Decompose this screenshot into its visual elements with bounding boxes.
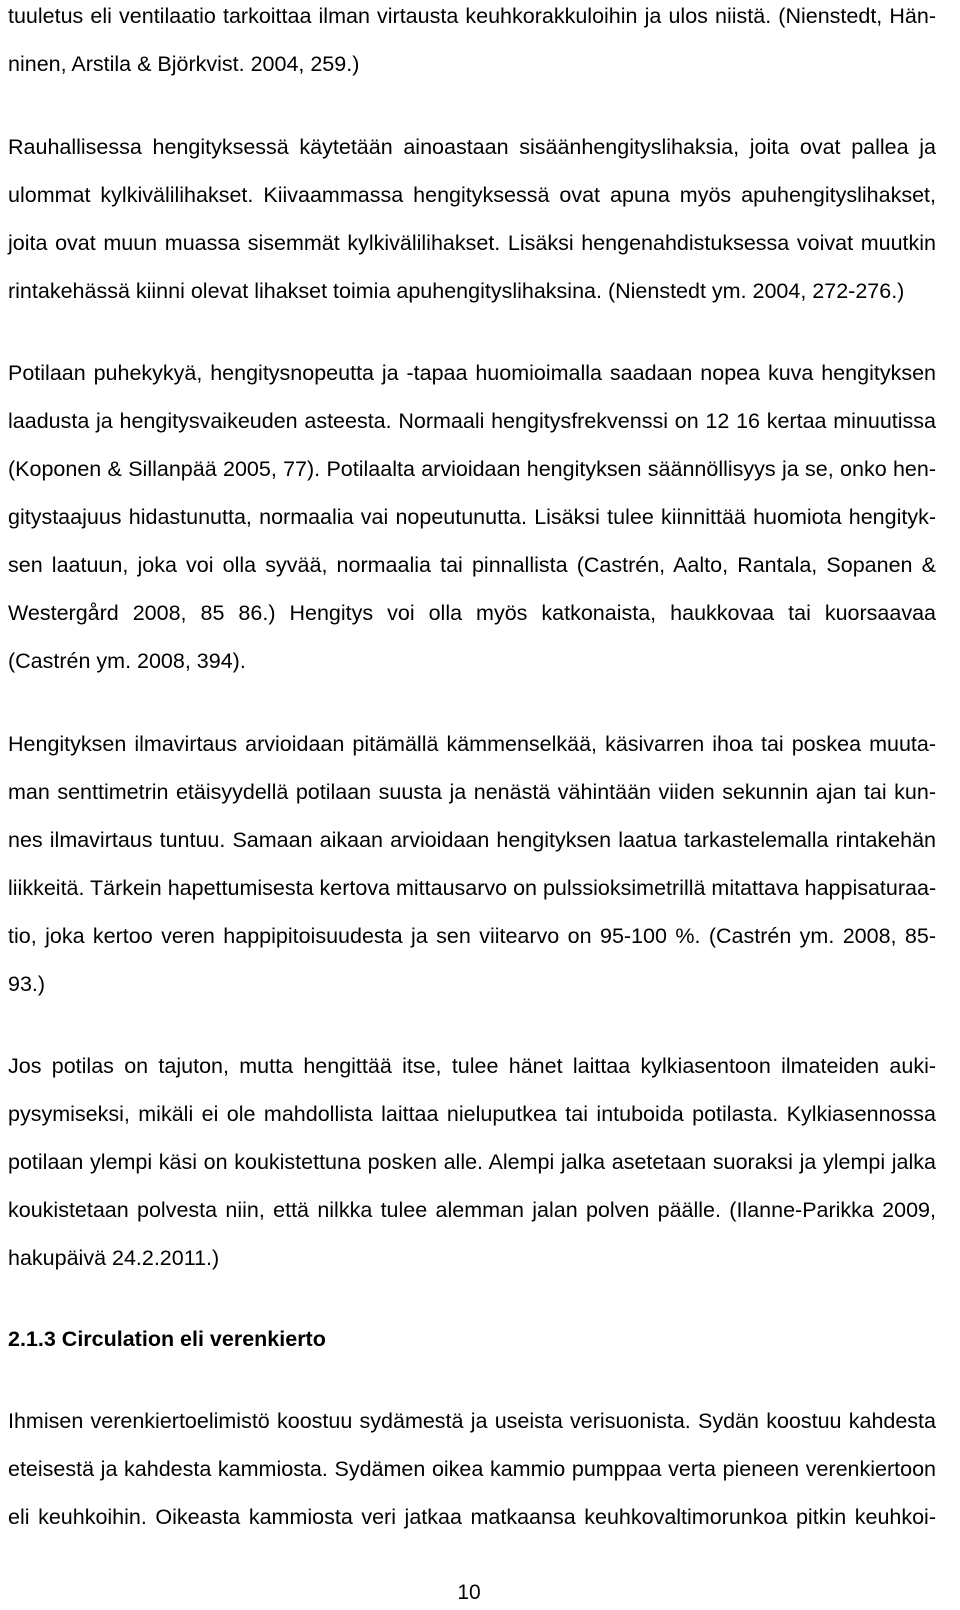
text-line: ninen, Arstila & Björkvist. 2004, 259.) xyxy=(8,52,360,76)
text-line: Hengityksen ilmavirtaus arvioidaan pitämällä kämmenselkää, käsivarren ihoa tai poskea muuta- xyxy=(8,732,936,756)
text-line: Ihmisen verenkiertoelimistö koostuu sydämestä ja useista verisuonista. Sydän koostuu kahdesta xyxy=(8,1409,936,1433)
text-line: Westergård 2008, 85 86.) Hengitys voi olla myös katkonaista, haukkovaa tai kuorsaavaa xyxy=(8,601,936,625)
text-line: nes ilmavirtaus tuntuu. Samaan aikaan arvioidaan hengityksen laatua tarkastelemalla rintakehän xyxy=(8,828,936,852)
text-line: rintakehässä kiinni olevat lihakset toimia apuhengityslihaksina. (Nienstedt ym. 2004, 272-276.) xyxy=(8,279,905,303)
text-line: liikkeitä. Tärkein hapettumisesta kertova mittausarvo on pulssioksimetrillä mitattava happisaturaa- xyxy=(8,876,937,900)
text-line: potilaan ylempi käsi on koukistettuna posken alle. Alempi jalka asetetaan suoraksi ja ylempi jalka xyxy=(8,1150,936,1174)
text-line: eteisestä ja kahdesta kammiosta. Sydämen oikea kammio pumppaa verta pieneen verenkiertoon xyxy=(8,1457,936,1481)
text-line: tuuletus eli ventilaatio tarkoittaa ilman virtausta keuhkorakkuloihin ja ulos niistä. (Nienstedt, Hän- xyxy=(8,4,936,28)
text-line: Potilaan puhekykyä, hengitysnopeutta ja -tapaa huomioimalla saadaan nopea kuva hengityksen xyxy=(8,361,936,385)
text-line: ulommat kylkivälilihakset. Kiivaammassa hengityksessä ovat apuna myös apuhengityslihakset, xyxy=(8,183,936,207)
text-line: 93.) xyxy=(8,972,46,996)
text-line: man senttimetrin etäisyydellä potilaan suusta ja nenästä vähintään viiden sekunnin ajan tai kun- xyxy=(8,780,936,804)
text-line: (Castrén ym. 2008, 394). xyxy=(8,649,246,673)
page-number: 10 xyxy=(457,1581,481,1604)
text-line: eli keuhkoihin. Oikeasta kammiosta veri jatkaa matkaansa keuhkovaltimorunkoa pitkin keuhkoi- xyxy=(8,1505,936,1529)
text-line: gitystaajuus hidastunutta, normaalia vai nopeutunutta. Lisäksi tulee kiinnittää huomiota hengityk- xyxy=(8,505,936,529)
text-line: sen laatuun, joka voi olla syvää, normaalia tai pinnallista (Castrén, Aalto, Rantala, Sopanen & xyxy=(8,553,936,577)
text-line: koukistetaan polvesta niin, että nilkka tulee alemman jalan polven päälle. (Ilanne-Parikka 2009, xyxy=(8,1198,936,1222)
text-line: (Koponen & Sillanpää 2005, 77). Potilaalta arvioidaan hengityksen säännöllisyys ja se, onko hen- xyxy=(8,457,936,481)
text-line: hakupäivä 24.2.2011.) xyxy=(8,1246,220,1270)
text-line: laadusta ja hengitysvaikeuden asteesta. Normaali hengitysfrekvenssi on 12 16 kertaa minuutissa xyxy=(8,409,936,433)
text-line: Jos potilas on tajuton, mutta hengittää itse, tulee hänet laittaa kylkiasentoon ilmateiden auki- xyxy=(8,1054,936,1078)
text-line: pysymiseksi, mikäli ei ole mahdollista laittaa nieluputkea tai intuboida potilasta. Kylkiasennossa xyxy=(8,1102,936,1126)
section-heading: 2.1.3 Circulation eli verenkierto xyxy=(8,1327,326,1351)
text-line: tio, joka kertoo veren happipitoisuudesta ja sen viitearvo on 95-100 %. (Castrén ym. 2008, 85- xyxy=(8,924,936,948)
text-line: joita ovat muun muassa sisemmät kylkivälilihakset. Lisäksi hengenahdistuksessa voivat muutkin xyxy=(8,231,936,255)
text-line: Rauhallisessa hengityksessä käytetään ainoastaan sisäänhengityslihaksia, joita ovat pallea ja xyxy=(8,135,936,159)
